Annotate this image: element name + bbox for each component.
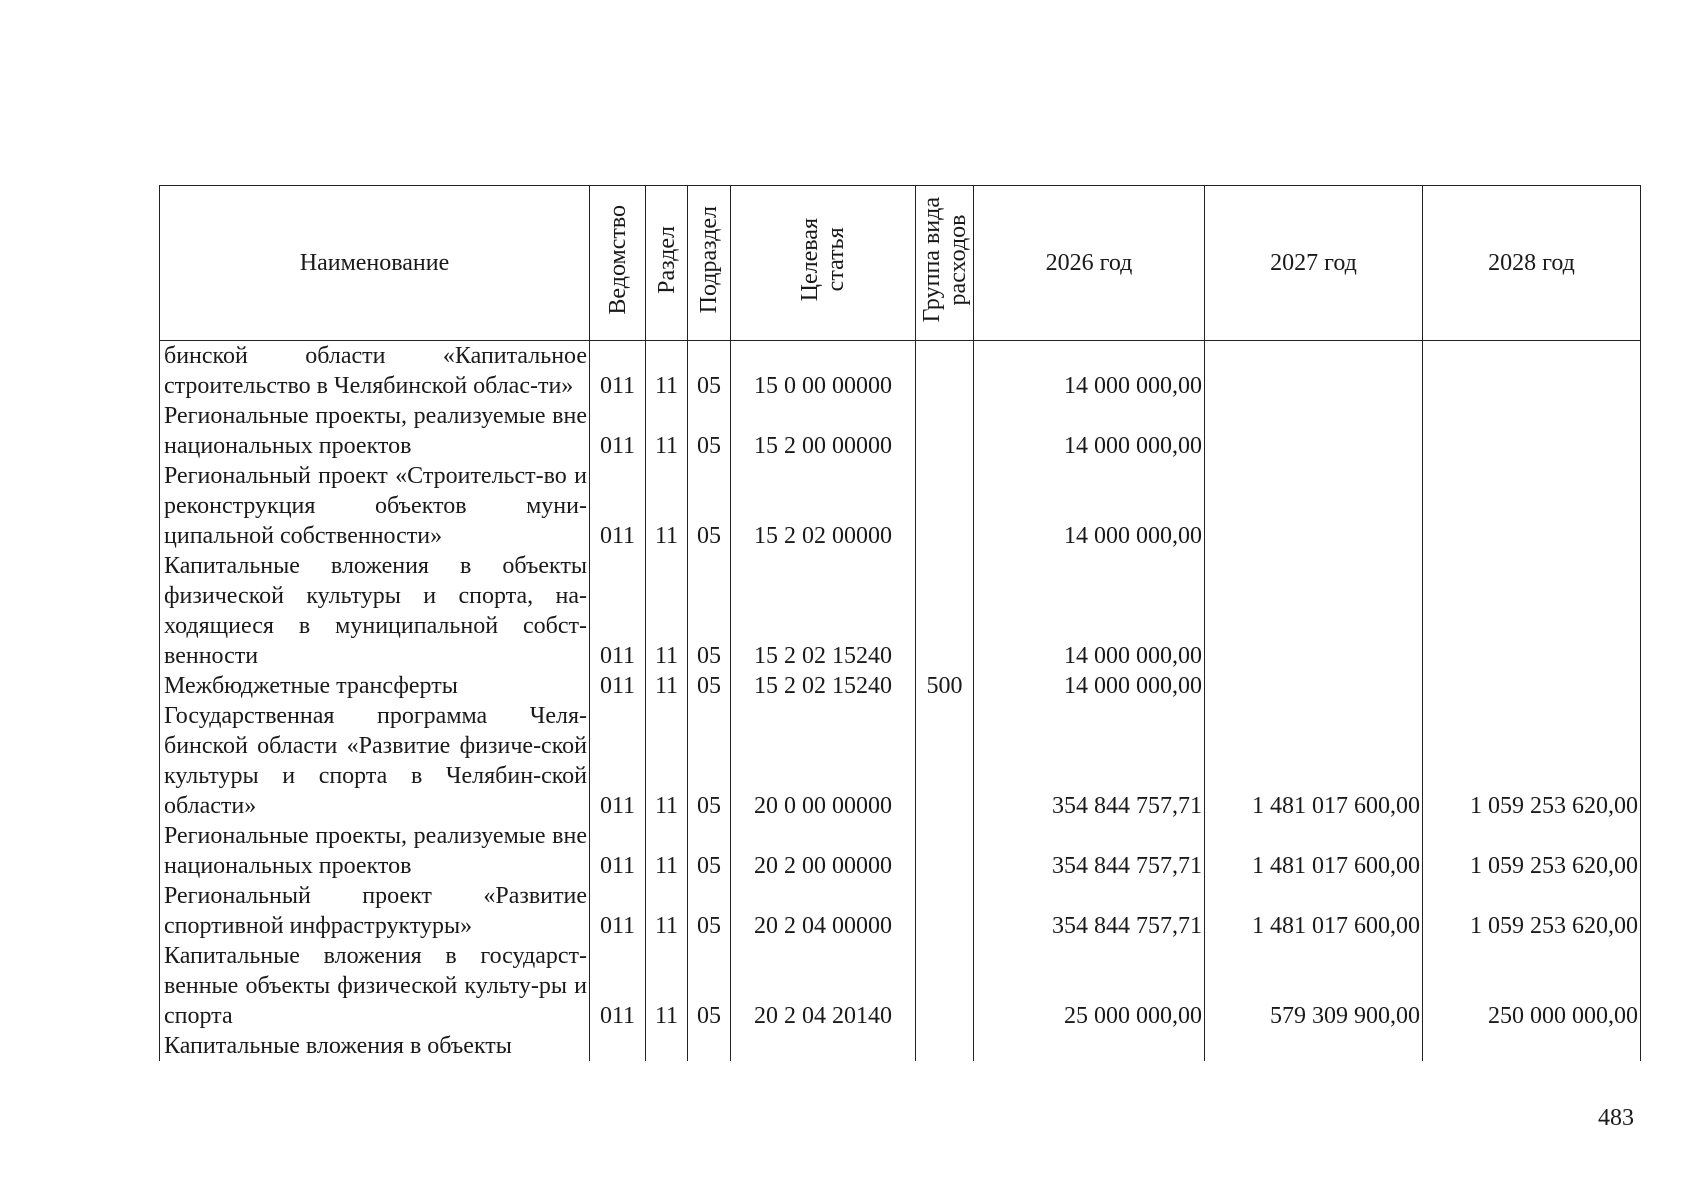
header-celevaya-statya <box>731 186 916 341</box>
row-gruppa <box>916 551 974 671</box>
row-vedomstvo: 011 <box>590 671 646 701</box>
table-row <box>160 671 1641 701</box>
row-vedomstvo: 011 <box>590 701 646 821</box>
header-vedomstvo-label: Ведомство <box>604 204 631 315</box>
row-2028 <box>1423 671 1641 701</box>
row-2028 <box>1423 341 1641 402</box>
row-celevaya-statya: 15 2 00 00000 <box>731 401 916 461</box>
row-vedomstvo: 011 <box>590 941 646 1031</box>
row-2026: 14 000 000,00 <box>974 401 1205 461</box>
row-celevaya-statya: 15 2 02 15240 <box>731 551 916 671</box>
header-podrazdel-label: Подраздел <box>696 205 722 314</box>
row-2028: 250 000 000,00 <box>1423 941 1641 1031</box>
row-2027 <box>1205 461 1423 551</box>
row-podrazdel: 05 <box>688 551 731 671</box>
row-podrazdel: 05 <box>688 461 731 551</box>
row-name: Межбюджетные трансферты <box>160 671 590 701</box>
row-2028 <box>1423 401 1641 461</box>
row-gruppa: 500 <box>916 671 974 701</box>
row-2027 <box>1205 341 1423 402</box>
header-vedomstvo <box>590 186 646 341</box>
row-celevaya-statya: 20 0 00 00000 <box>731 701 916 821</box>
row-2026: 14 000 000,00 <box>974 461 1205 551</box>
row-podrazdel: 05 <box>688 341 731 402</box>
row-2026: 354 844 757,71 <box>974 881 1205 941</box>
row-2027: 1 481 017 600,00 <box>1205 821 1423 881</box>
row-2026: 25 000 000,00 <box>974 941 1205 1031</box>
row-2026: 354 844 757,71 <box>974 701 1205 821</box>
row-celevaya-statya: 15 2 02 15240 <box>731 671 916 701</box>
row-celevaya-statya: 20 2 04 20140 <box>731 941 916 1031</box>
row-2026: 14 000 000,00 <box>974 551 1205 671</box>
header-name: Наименование <box>160 186 590 341</box>
row-podrazdel: 05 <box>688 671 731 701</box>
table-row <box>160 341 1641 402</box>
row-vedomstvo: 011 <box>590 461 646 551</box>
row-2027: 579 309 900,00 <box>1205 941 1423 1031</box>
row-podrazdel: 05 <box>688 941 731 1031</box>
row-name: Капитальные вложения в объекты физической культуры и спорта, на-ходящиеся в муниципальной собст-венности <box>160 551 590 671</box>
row-2028: 1 059 253 620,00 <box>1423 881 1641 941</box>
table-row <box>160 821 1641 881</box>
row-2028 <box>1423 1031 1641 1061</box>
header-gruppa-label <box>919 197 971 322</box>
table-body <box>160 341 1641 1062</box>
header-celevaya-line2: статья <box>823 227 849 292</box>
row-razdel: 11 <box>646 701 688 821</box>
table-row <box>160 701 1641 821</box>
table-row <box>160 941 1641 1031</box>
table-row <box>160 881 1641 941</box>
row-razdel: 11 <box>646 881 688 941</box>
row-2028 <box>1423 551 1641 671</box>
row-name: Региональные проекты, реализуемые вне национальных проектов <box>160 401 590 461</box>
row-gruppa <box>916 461 974 551</box>
budget-table-wrapper <box>159 185 1641 1061</box>
row-2027 <box>1205 401 1423 461</box>
row-vedomstvo: 011 <box>590 341 646 402</box>
table-header <box>160 186 1641 341</box>
header-celevaya-line1: Целевая <box>797 217 823 302</box>
row-2026 <box>974 1031 1205 1061</box>
row-celevaya-statya: 20 2 04 00000 <box>731 881 916 941</box>
row-gruppa <box>916 941 974 1031</box>
row-razdel: 11 <box>646 461 688 551</box>
header-podrazdel <box>688 186 731 341</box>
row-celevaya-statya: 20 2 00 00000 <box>731 821 916 881</box>
row-2028: 1 059 253 620,00 <box>1423 821 1641 881</box>
row-2027: 1 481 017 600,00 <box>1205 881 1423 941</box>
row-podrazdel <box>688 1031 731 1061</box>
header-2028: 2028 год <box>1423 186 1641 341</box>
row-2028 <box>1423 461 1641 551</box>
budget-table <box>159 185 1641 1061</box>
row-podrazdel: 05 <box>688 881 731 941</box>
row-razdel: 11 <box>646 671 688 701</box>
row-gruppa <box>916 341 974 402</box>
header-razdel-label: Раздел <box>653 225 680 294</box>
row-2026: 14 000 000,00 <box>974 341 1205 402</box>
table-row <box>160 401 1641 461</box>
row-celevaya-statya: 15 0 00 00000 <box>731 341 916 402</box>
header-2027: 2027 год <box>1205 186 1423 341</box>
row-vedomstvo: 011 <box>590 821 646 881</box>
row-celevaya-statya <box>731 1031 916 1061</box>
row-gruppa <box>916 1031 974 1061</box>
row-gruppa <box>916 401 974 461</box>
row-2026: 14 000 000,00 <box>974 671 1205 701</box>
row-name: Государственная программа Челя-бинской области «Развитие физиче-ской культуры и спорта в Челябин-ской области» <box>160 701 590 821</box>
row-razdel <box>646 1031 688 1061</box>
row-name: бинской области «Капитальное строительство в Челябинской облас-ти» <box>160 341 590 402</box>
row-razdel: 11 <box>646 341 688 402</box>
table-row <box>160 461 1641 551</box>
row-vedomstvo: 011 <box>590 551 646 671</box>
row-podrazdel: 05 <box>688 821 731 881</box>
row-2027 <box>1205 551 1423 671</box>
row-2026: 354 844 757,71 <box>974 821 1205 881</box>
table-row <box>160 551 1641 671</box>
row-razdel: 11 <box>646 401 688 461</box>
table-row <box>160 1031 1641 1061</box>
header-gruppa-line2: расходов <box>944 214 971 305</box>
row-name: Региональный проект «Строительст-во и реконструкция объектов муни-ципальной собственности» <box>160 461 590 551</box>
row-razdel: 11 <box>646 941 688 1031</box>
row-gruppa <box>916 701 974 821</box>
header-celevaya-label <box>797 218 849 301</box>
row-razdel: 11 <box>646 821 688 881</box>
header-gruppa-line1: Группа вида <box>918 196 945 323</box>
row-2028: 1 059 253 620,00 <box>1423 701 1641 821</box>
row-name: Региональные проекты, реализуемые вне национальных проектов <box>160 821 590 881</box>
row-name: Капитальные вложения в объекты <box>160 1031 590 1061</box>
row-podrazdel: 05 <box>688 401 731 461</box>
header-2026: 2026 год <box>974 186 1205 341</box>
row-gruppa <box>916 881 974 941</box>
row-razdel: 11 <box>646 551 688 671</box>
row-2027: 1 481 017 600,00 <box>1205 701 1423 821</box>
row-podrazdel: 05 <box>688 701 731 821</box>
header-gruppa-vida-rashodov <box>916 186 974 341</box>
page-number: 483 <box>1598 1105 1634 1131</box>
row-gruppa <box>916 821 974 881</box>
row-celevaya-statya: 15 2 02 00000 <box>731 461 916 551</box>
row-2027 <box>1205 1031 1423 1061</box>
row-vedomstvo <box>590 1031 646 1061</box>
row-vedomstvo: 011 <box>590 881 646 941</box>
row-2027 <box>1205 671 1423 701</box>
row-name: Региональный проект «Развитие спортивной инфраструктуры» <box>160 881 590 941</box>
row-name: Капитальные вложения в государст-венные объекты физической культу-ры и спорта <box>160 941 590 1031</box>
row-vedomstvo: 011 <box>590 401 646 461</box>
header-razdel <box>646 186 688 341</box>
